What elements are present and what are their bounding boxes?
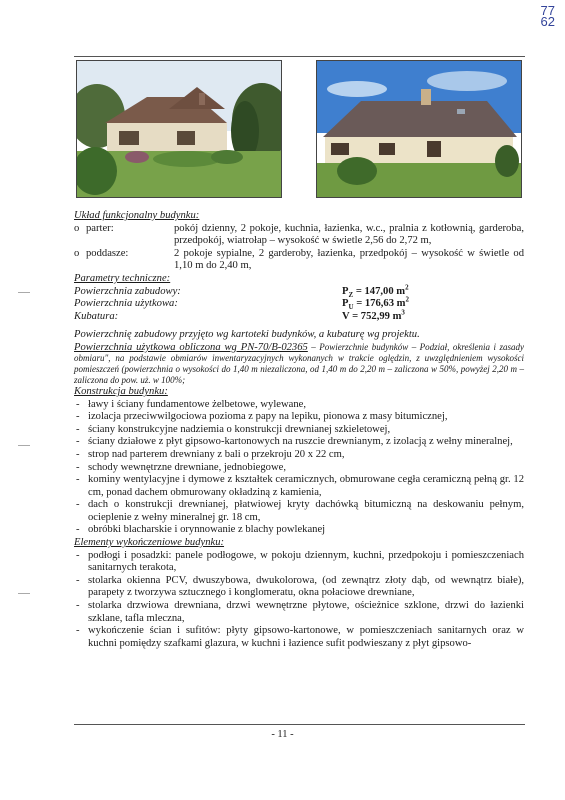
param-label: Powierzchnia zabudowy: — [74, 285, 181, 297]
list-item: - stolarka drzwiowa drewniana, drzwi wewnętrzne płytowe, ościeżnice szklone, drzwi do łazienki szklane, tafla mleczna, — [74, 600, 524, 625]
list-item: - strop nad parterem drewniany z bali o przekroju 20 x 22 cm, — [74, 449, 524, 462]
area-method-standard: Powierzchnia użytkowa obliczona wg PN-70/B-02365 — [74, 341, 308, 353]
list-item: - obróbki blacharskie i orynnowanie z blachy powlekanej — [74, 524, 524, 537]
circle-bullet-icon: o — [74, 247, 80, 259]
floor-row — [74, 248, 524, 273]
construction-heading: Konstrukcja budynku: — [74, 385, 168, 397]
area-note: Powierzchnię zabudowy przyjęto wg kartoteki budynków, a kubaturę wg projektu. — [74, 329, 420, 341]
params-table — [74, 283, 524, 324]
margin-tick — [18, 593, 30, 594]
params-heading: Parametry techniczne: — [74, 272, 171, 284]
param-value: $P_U = 176,63$ $m^2$ — [342, 295, 409, 312]
list-item: - dach o konstrukcji drewnianej, płatwiowej kryty dachówką bitumiczną na deskowaniu pełnym, ocieplenie z wełny mineralnej gr. 18 cm, — [74, 499, 524, 524]
page-mark-line1: 77 — [540, 3, 555, 18]
floor-label: poddasze: — [86, 247, 129, 259]
bottom-rule — [74, 724, 525, 725]
document-body — [74, 210, 524, 650]
floor-label: parter: — [86, 222, 114, 234]
param-row — [74, 295, 524, 312]
param-value: $P_Z = 147,00$ $m^2$ — [342, 283, 409, 299]
param-row — [74, 308, 524, 324]
circle-bullet-icon: o — [74, 222, 80, 234]
page-mark-line2: 62 — [540, 14, 555, 29]
layout-heading: Układ funkcjonalny budynku: — [74, 210, 200, 221]
list-item: - stolarka okienna PCV, dwuszybowa, dwukolorowa, (od zewnątrz złoty dąb, od wewnątrz białe), parapety z tworzywa sztucznego i konglomeratu, okna połaciowe drewniane, — [74, 575, 524, 600]
floor-description: pokój dzienny, 2 pokoje, kuchnia, łazienka, w.c., pralnia z kotłownią, garderoba, przedpokój, wiatrołap – wysokość w świetle 2,56 do 2,72 m, — [174, 222, 524, 247]
list-item: - kominy wentylacyjne i dymowe z kształtek ceramicznych, obmurowane cegła ceramiczną pełną gr. 12 cm, ponad dachem obmurowany okładziną z kamienia, — [74, 474, 524, 499]
finishing-list — [74, 550, 524, 651]
margin-tick — [18, 292, 30, 293]
top-rule — [74, 56, 525, 57]
floor-row — [74, 223, 524, 248]
house-photo-front — [76, 60, 282, 198]
page-number: - 11 - — [271, 729, 294, 740]
list-item: - wykończenie ścian i sufitów: płyty gipsowo-kartonowe, w pomieszczeniach sanitarnych oraz w kuchni pomiędzy szafkami glazura, w kuchni i łazience sufit podwieszany z płyt gipsowo- — [74, 625, 524, 650]
list-item: - podłogi i posadzki: panele podłogowe, w pokoju dziennym, kuchni, przedpokoju i pomieszczeniach sanitarnych terakota, — [74, 550, 524, 575]
handwritten-page-mark — [541, 5, 555, 27]
param-row — [74, 283, 524, 299]
list-item: - schody wewnętrzne drewniane, jednobiegowe, — [74, 462, 524, 475]
list-item: - izolacja przeciwwilgociowa pozioma z papy na lepiku, pionowa z masy bitumicznej, — [74, 411, 524, 424]
param-label: Kubatura: — [74, 310, 119, 322]
house-photo-side — [316, 60, 522, 198]
construction-list — [74, 399, 524, 538]
area-method-note — [74, 342, 524, 386]
param-label: Powierzchnia użytkowa: — [74, 298, 178, 310]
finishing-heading: Elementy wykończeniowe budynku: — [74, 537, 225, 549]
area-method-text: – Powierzchnie budynków – Podział, określenia i zasady obmiaru", na podstawie obmiarów inwentaryzacyjnych wykonanych w trakcie oględzin, z uwzględnieniem wysokości pomieszczeń (powierzchnia o wysokości do 1,40 m niezaliczona, od 1,40 m do 2,20 m – zaliczona w 50%, powyżej 2,20 m – zaliczona do pow. uż. w 100%; — [74, 341, 524, 385]
floor-description: 2 pokoje sypialne, 2 garderoby, łazienka, przedpokój – wysokość w świetle od 1,10 m do 2,40 m, — [174, 247, 524, 272]
list-item: - ściany działowe z płyt gipsowo-kartonowych na ruszcie drewnianym, z izolacją z wełny mineralnej, — [74, 436, 524, 449]
param-value: V = 752,99 $m^3$ — [342, 308, 405, 322]
list-item: - ławy i ściany fundamentowe żelbetowe, wylewane, — [74, 399, 524, 412]
margin-tick — [18, 445, 30, 446]
list-item: - ściany konstrukcyjne nadziemia o konstrukcji drewnianej szkieletowej, — [74, 424, 524, 437]
